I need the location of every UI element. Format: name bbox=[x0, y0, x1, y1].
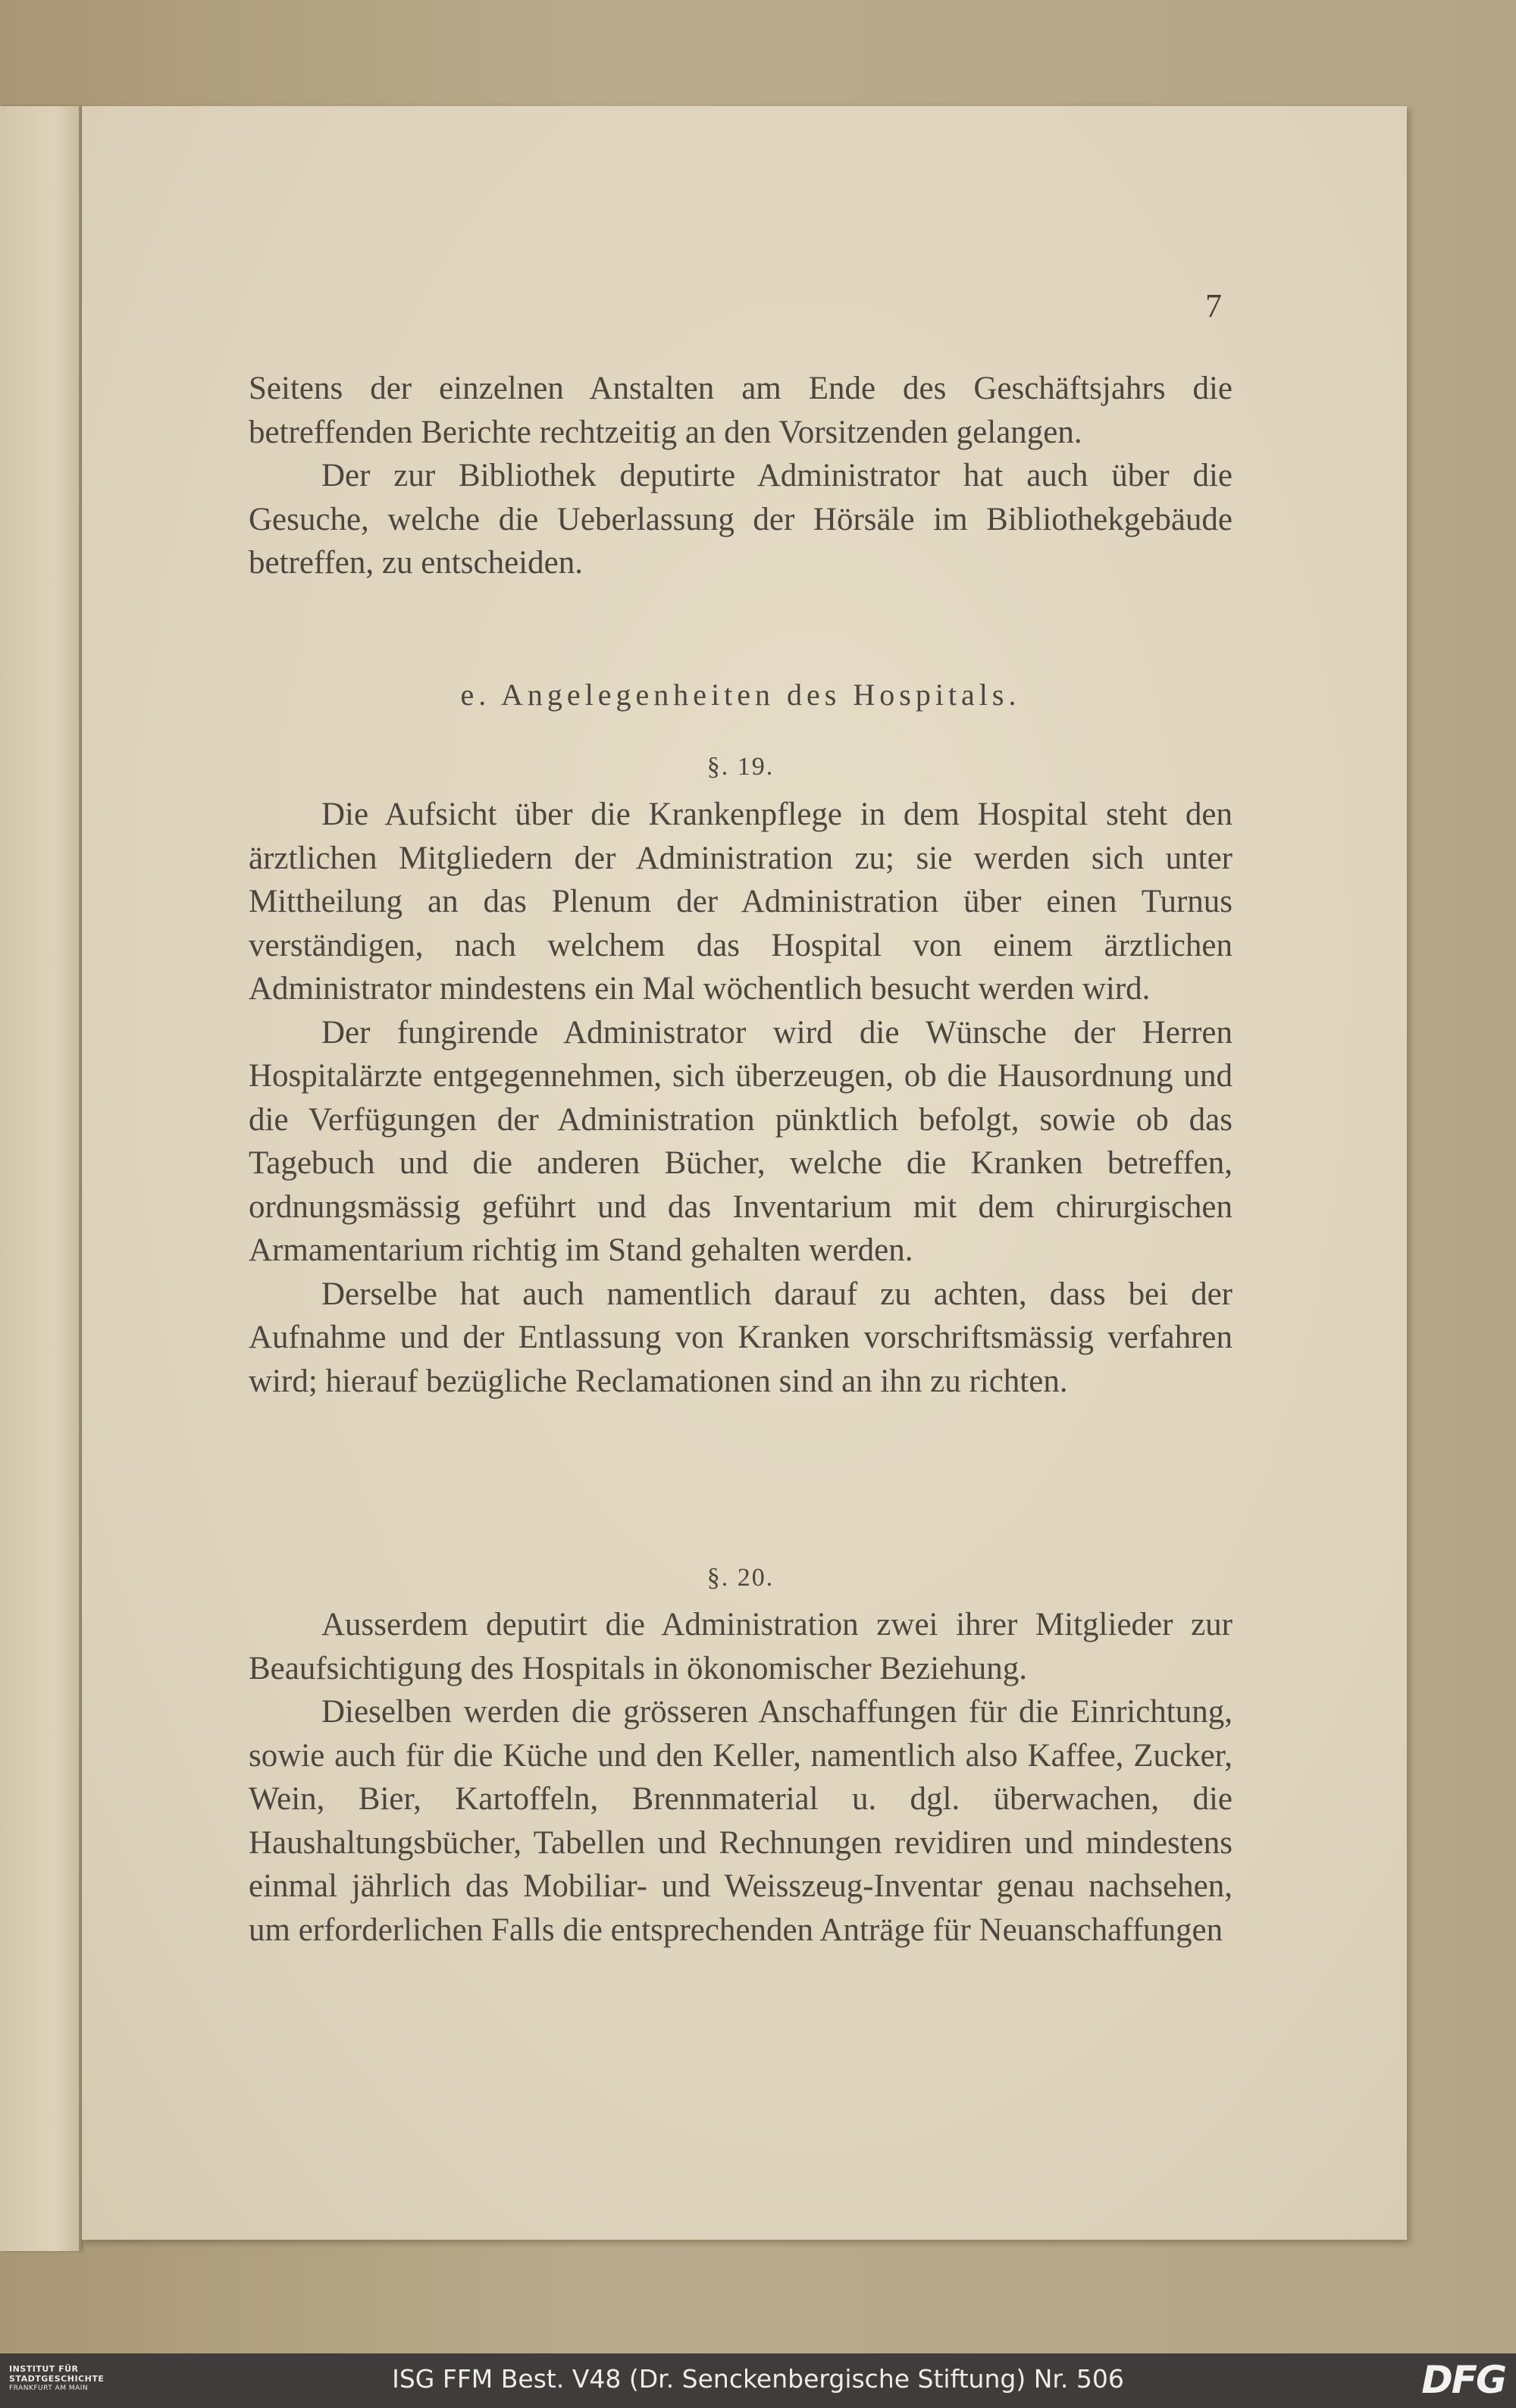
paragraph: Der fungirende Administrator wird die Wünsche der Herren Hospitalärzte entgegennehmen, sich überzeugen, ob die Hausordnung und die Verfügungen der Administration pünktlich befolgt, sowie ob das Tagebuch und die anderen Bücher, welche die Kranken betreffen, ordnungsmässig geführt und das Inventarium mit dem chirurgischen Armamentarium richtig im Stand gehalten werden. bbox=[249, 1014, 1233, 1268]
paragraph: Der zur Bibliothek deputirte Administrator hat auch über die Gesuche, welche die Ueberlassung der Hörsäle im Bibliothekgebäude betreffen, zu entscheiden. bbox=[249, 458, 1233, 581]
archive-caption: ISG FFM Best. V48 (Dr. Senckenbergische Stiftung) Nr. 506 bbox=[392, 2364, 1124, 2394]
institute-line: FRANKFURT AM MAIN bbox=[9, 2385, 89, 2392]
institute-line: INSTITUT FÜR bbox=[9, 2364, 79, 2374]
section-20-text bbox=[249, 1603, 1233, 1952]
top-text-block bbox=[249, 367, 1233, 585]
section-mark-19: §. 19. bbox=[706, 753, 775, 781]
institute-line: STADTGESCHICHTE bbox=[9, 2374, 105, 2384]
dfg-logo: DFG bbox=[1421, 2358, 1505, 2402]
paragraph: Derselbe hat auch namentlich darauf zu achten, dass bei der Aufnahme und der Entlassung von Kranken vorschriftsmässig verfahren wird; hierauf bezügliche Reclamationen sind an ihn zu richten. bbox=[249, 1276, 1233, 1399]
section-mark-20: §. 20. bbox=[706, 1564, 775, 1592]
paragraph: Die Aufsicht über die Krankenpflege in dem Hospital steht den ärztlichen Mitgliedern der Administration zu; sie werden sich unter Mittheilung an das Plenum der Administration über einen Turnus verständigen, nach welchem das Hospital von einem ärztlichen Administrator mindestens ein Mal wöchentlich besucht werden wird. bbox=[249, 797, 1233, 1007]
paragraph: Seitens der einzelnen Anstalten am Ende des Geschäftsjahrs die betreffenden Berichte rechtzeitig an den Vorsitzenden gelangen. bbox=[249, 371, 1233, 450]
section-19-text bbox=[249, 793, 1233, 1403]
archive-footer-bar bbox=[0, 2353, 1516, 2408]
paragraph: Ausserdem deputirt die Administration zwei ihrer Mitglieder zur Beaufsichtigung des Hospitals in ökonomischer Beziehung. bbox=[249, 1607, 1233, 1686]
paragraph: Dieselben werden die grösseren Anschaffungen für die Einrichtung, sowie auch für die Küche und den Keller, namentlich also Kaffee, Zucker, Wein, Bier, Kartoffeln, Brennmaterial u. dgl. überwachen, die Haushaltungsbücher, Tabellen und Rechnungen revidiren und mindestens einmal jährlich das Mobiliar- und Weisszeug-Inventar genau nachsehen, um erforderlichen Falls die entsprechenden Anträge für Neuanschaffungen bbox=[249, 1694, 1233, 1948]
previous-page-edge bbox=[0, 106, 81, 2251]
page-number: 7 bbox=[1205, 287, 1222, 324]
section-heading: e. Angelegenheiten des Hospitals. bbox=[460, 678, 1021, 712]
